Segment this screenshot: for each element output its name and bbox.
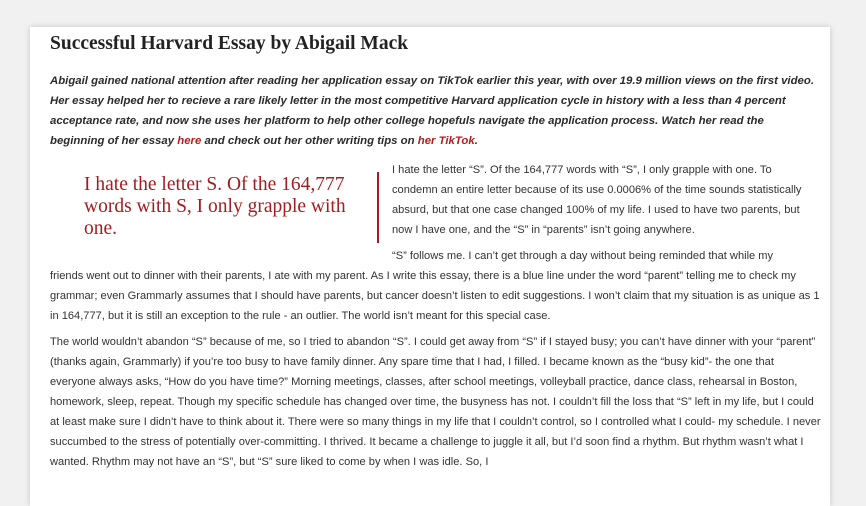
essay-paragraph-3: The world wouldn’t abandon “S” because of me, so I tried to abandon “S”. I could get away from “S” if I stayed busy; you can’t have dinner with your “parent” (thanks again, Grammarly) if you’re too busy to have family dinner. Any spare time that I had, I filled. I became known as the “busy kid”- the one that everyone always asks, “How do you have time?” Morning meetings, classes, after school meetings, volleyball practice, dance class, rehearsal in Boston, homework, sleep, repeat. Though my specific schedule has changed over time, the busyness has not. I couldn’t fill the loss that “S” left in my life, but I could at least make sure I didn’t have to think about it. There were so many things in my life that I couldn’t control, so I controlled what I could- my schedule. I never succumbed to the stress of potentially over-committing. I thrived. It became a challenge to juggle it all, but I’d soon find a rhythm. But rhythm wasn’t what I wanted. Rhythm may not have an “S”, but “S” sure liked to come by when I was idle. So, I [50, 336, 821, 468]
intro-text: Abigail gained national attention after reading her application essay on TikTok earlier this year, with over 19.9 million views on the first video. Her essay helped her to recieve a rare likely letter in the most competitive Harvard application cycle in history with a less than 4 percent acceptance rate, and now she uses her platform to help other college hopefuls navigate the application process. Watch her read the beginning of her essay [50, 75, 815, 147]
article-title: Successful Harvard Essay by Abigail Mack [50, 33, 409, 54]
intro-paragraph [50, 71, 820, 151]
pull-quote: I hate the letter S. Of the 164,777 words with S, I only grapple with one. [84, 174, 346, 239]
essay-paragraph-2-rest: friends went out to dinner with their parents, I ate with my parent. As I write this essay, there is a blue line under the word “parent” telling me to check my grammar; even Grammarly assumes that I should have parents, but cancer doesn’t listen to edit suggestions. I won’t claim that my situation is as unique as 1 in 164,777, but it is still an exception to the rule - an outlier. The world isn’t meant for this special case. [50, 270, 820, 322]
video-link[interactable]: here [177, 135, 202, 147]
intro-mid-text: and check out her other writing tips on [201, 135, 418, 147]
article-card [30, 27, 830, 506]
intro-end-text: . [474, 135, 478, 147]
essay-paragraph-1: I hate the letter “S”. Of the 164,777 words with “S”, I only grapple with one. To condemn an entire letter because of its use 0.0006% of the time sounds statistically absurd, but that one case changed 100% of my life. I used to have two parents, but now I have one, and the “S” in “parents” isn’t going anywhere. [392, 164, 802, 236]
pull-quote-divider [377, 172, 379, 243]
tiktok-link[interactable]: her TikTok [417, 135, 475, 147]
essay-paragraph-2-start: “S” follows me. I can’t get through a day without being reminded that while my [392, 250, 774, 262]
